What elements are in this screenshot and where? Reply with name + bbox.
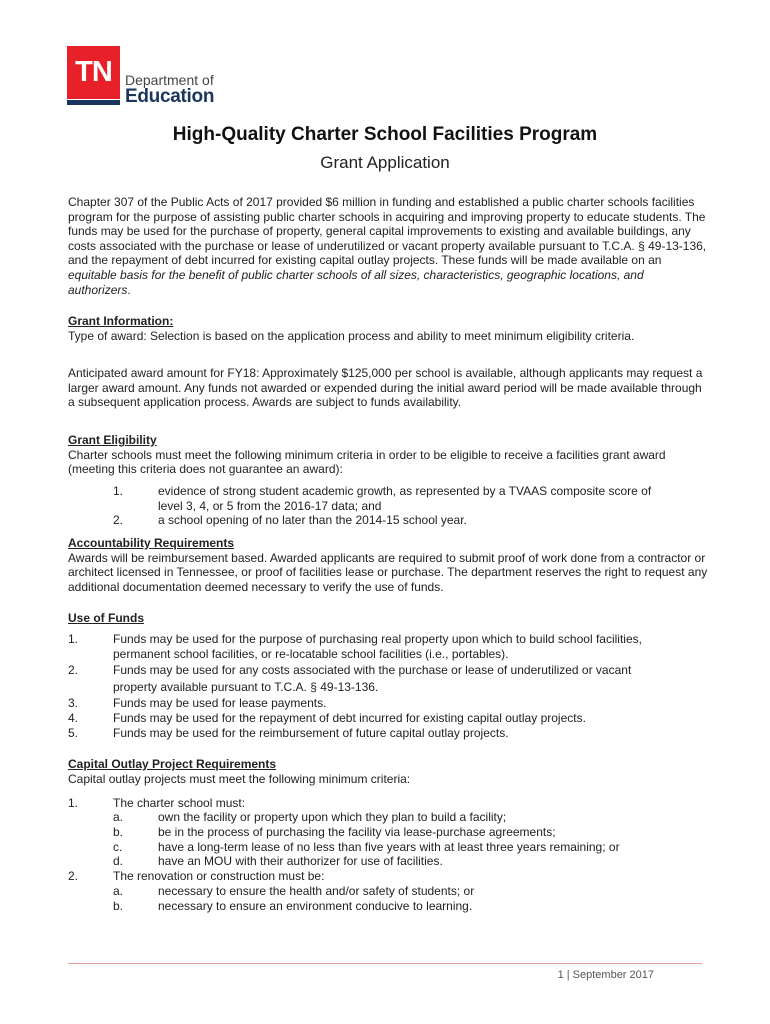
eligibility-text: Charter schools must meet the following minimum criteria in order to be eligible to receive a facilities grant award (meeting this criteria does not guarantee an award): — [68, 447, 666, 477]
capital-subitem-text: own the facility or property upon which they plan to build a facility; — [158, 810, 507, 824]
capital-subitem-letter: b. — [113, 825, 124, 839]
eligibility-item-number: 1. — [113, 484, 124, 498]
capital-subitem-text: necessary to ensure the health and/or safety of students; or — [158, 884, 475, 898]
use-of-funds-section — [68, 611, 708, 626]
intro-end: . — [127, 282, 131, 297]
capital-subitem-text: be in the process of purchasing the facility via lease-purchase agreements; — [158, 825, 556, 839]
funds-item-text: permanent school facilities, or re-locatable school facilities (i.e., portables). — [113, 647, 509, 661]
tn-education-logo — [67, 46, 227, 108]
eligibility-item-number: 2. — [113, 513, 124, 527]
grant-eligibility-heading: Grant Eligibility — [68, 433, 157, 447]
accountability-section — [68, 536, 708, 594]
funds-item-text: Funds may be used for lease payments. — [113, 696, 327, 710]
tn-logo-mark: TN — [67, 46, 120, 99]
accountability-text: Awards will be reimbursement based. Awarded applicants are required to submit proof of work done from a contractor or architect licensed in Tennessee, or proof of facilities lease or purchase. The department reserves the right to request any additional documentation deemed necessary to verify the use of funds. — [68, 550, 708, 594]
award-amount-paragraph: Anticipated award amount for FY18: Approximately $125,000 per school is available, although applicants may request a larger award amount. Any funds not awarded or expended during the initial award period will be made available through a subsequent application process. Awards are subject to funds availability. — [68, 366, 703, 410]
capital-item-number: 2. — [68, 869, 79, 883]
intro-italic-text: equitable basis for the benefit of public charter schools of all sizes, characteristics, geographic locations, and authorizers — [68, 267, 644, 297]
eligibility-item-text: level 3, 4, or 5 from the 2016-17 data; and — [158, 499, 382, 513]
award-type-text: Type of award: Selection is based on the application process and ability to meet minimum eligibility criteria. — [68, 328, 635, 343]
capital-subitem-text: necessary to ensure an environment conducive to learning. — [158, 899, 473, 913]
funds-item-text: Funds may be used for the repayment of debt incurred for existing capital outlay projects. — [113, 711, 586, 725]
capital-item-number: 1. — [68, 796, 79, 810]
page-footer: 1 | September 2017 — [557, 969, 654, 981]
capital-subitem-letter: c. — [113, 840, 123, 854]
intro-text: Chapter 307 of the Public Acts of 2017 provided $6 million in funding and established a public charter schools facilities program for the purpose of assisting public charter schools in acquiring and improving property to educate students. The funds may be used for the purchase of property, general capital improvements to existing and available buildings, any costs associated with the purchase or lease of underutilized or vacant property available pursuant to T.C.A. § 49-13-136, and the repayment of debt incurred for existing capital outlay projects. These funds will be made available on an — [68, 195, 707, 268]
capital-subitem-letter: b. — [113, 899, 124, 913]
grant-information-heading: Grant Information: — [68, 314, 174, 328]
grant-information-section — [68, 314, 708, 343]
logo-education-text: Education — [125, 86, 215, 107]
document-subtitle: Grant Application — [320, 153, 450, 172]
funds-item-text: Funds may be used for the purpose of purchasing real property upon which to build school facilities, — [113, 632, 642, 646]
tn-logo-bar — [67, 100, 120, 105]
funds-item-number: 2. — [68, 663, 79, 677]
footer-divider — [68, 963, 702, 964]
funds-item-number: 3. — [68, 696, 79, 710]
capital-item-text: The renovation or construction must be: — [113, 869, 325, 883]
funds-item-text: Funds may be used for any costs associated with the purchase or lease of underutilized or vacant — [113, 663, 632, 677]
eligibility-item-text: a school opening of no later than the 2014-15 school year. — [158, 513, 467, 527]
capital-subitem-text: have a long-term lease of no less than five years with at least three years remaining; or — [158, 840, 620, 854]
capital-subitem-letter: a. — [113, 810, 124, 824]
funds-item-number: 1. — [68, 632, 79, 646]
capital-outlay-section — [68, 757, 708, 786]
capital-outlay-heading: Capital Outlay Project Requirements — [68, 757, 277, 771]
funds-item-text: Funds may be used for the reimbursement of future capital outlay projects. — [113, 726, 509, 740]
capital-subitem-letter: d. — [113, 854, 124, 868]
intro-paragraph — [68, 195, 708, 297]
document-title: High-Quality Charter School Facilities Program — [172, 124, 598, 145]
accountability-heading: Accountability Requirements — [68, 536, 235, 550]
grant-eligibility-section — [68, 433, 708, 477]
funds-item-number: 5. — [68, 726, 79, 740]
capital-subitem-letter: a. — [113, 884, 124, 898]
capital-item-text: The charter school must: — [113, 796, 246, 810]
funds-item-text: property available pursuant to T.C.A. § 49-13-136. — [113, 680, 379, 694]
capital-subitem-text: have an MOU with their authorizer for use of facilities. — [158, 854, 443, 868]
capital-outlay-text: Capital outlay projects must meet the following minimum criteria: — [68, 771, 411, 786]
funds-item-number: 4. — [68, 711, 79, 725]
eligibility-item-text: evidence of strong student academic growth, as represented by a TVAAS composite score of — [158, 484, 652, 498]
use-of-funds-heading: Use of Funds — [68, 611, 145, 625]
logo-department-text: Department of — [125, 72, 214, 88]
